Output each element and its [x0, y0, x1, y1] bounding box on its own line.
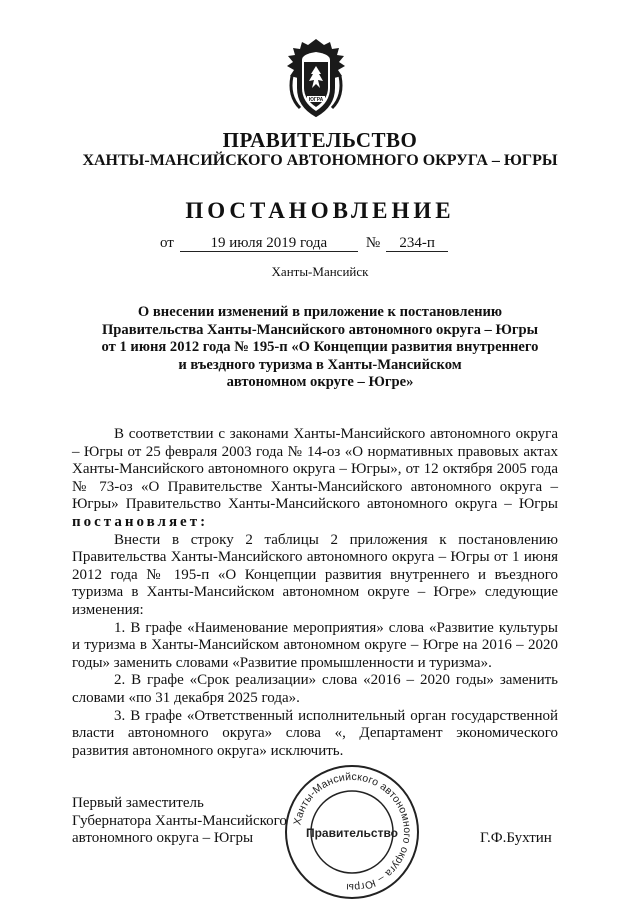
- government-subtitle: ХАНТЫ-МАНСИЙСКОГО АВТОНОМНОГО ОКРУГА – ЮГРЫ: [82, 152, 558, 169]
- city: Ханты-Мансийск: [271, 264, 369, 279]
- subject-line: Правительства Ханты-Мансийского автономного округа – Югры: [101, 321, 539, 338]
- paragraph-item-3: 3. В графе «Ответственный исполнительный орган государственной власти автономного округа» слова «, Департамент экономического развития автономного округа» исключить.: [72, 707, 558, 759]
- position-line: Губернатора Ханты-Мансийского: [72, 812, 287, 829]
- signatory-position: [72, 795, 287, 848]
- stamp-center-text: Правительство: [305, 826, 399, 840]
- document-body: [72, 426, 558, 760]
- intro-paragraph: [72, 426, 558, 532]
- date-number-line: [160, 235, 480, 252]
- emblem-text: ЮГРА: [308, 97, 324, 103]
- signatory-name: Г.Ф.Бухтин: [480, 830, 552, 846]
- subject-line: от 1 июня 2012 года № 195-п «О Концепции развития внутреннего: [101, 339, 539, 356]
- government-title: ПРАВИТЕЛЬСТВО: [222, 128, 418, 152]
- paragraph-item-1: 1. В графе «Наименование мероприятия» слова «Развитие культуры и туризма в Ханты-Мансийском автономном округе – Югре на 2016 – 2020 годы» заменить словами «Развитие промышленности и туризма».: [72, 619, 558, 671]
- from-label: от: [160, 235, 174, 251]
- intro-text: В соответствии с законами Ханты-Мансийского автономного округа – Югры от 25 февраля 2003 года № 14-оз «О нормативных правовых актах Ханты-Мансийского автономного округа – Югры», от 12 октября 2005 года № 73-оз «О Правительстве Ханты-Мансийского автономного округа – Югры» Правительство Ханты-Мансийского автономного округа – Югры: [72, 426, 558, 513]
- stamp-ring-text: Ханты-Мансийского автономного округа – Югры: [291, 770, 414, 894]
- position-line: автономного округа – Югры: [72, 830, 254, 847]
- paragraph-item-2: 2. В графе «Срок реализации» слова «2016 – 2020 годы» заменить словами «по 31 декабря 2025 года».: [72, 672, 558, 706]
- document-date: 19 июля 2019 года: [180, 236, 358, 252]
- subject-line: автономном округе – Югре»: [226, 374, 414, 391]
- document-type: ПОСТАНОВЛЕНИЕ: [185, 198, 455, 223]
- resolves-word: постановляет:: [72, 513, 209, 530]
- subject-line: О внесении изменений в приложение к постановлению: [137, 304, 503, 320]
- coat-of-arms-icon: [278, 36, 354, 122]
- number-label: №: [365, 235, 381, 251]
- document-number: 234-п: [386, 236, 448, 252]
- paragraph-main: Внести в строку 2 таблицы 2 приложения к постановлению Правительства Ханты-Мансийского автономного округа – Югры от 1 июня 2012 года № 195-п «О Концепции развития внутреннего и въездного туризма в Ханты-Мансийском автономном округе – Югре» следующие изменения:: [72, 531, 558, 618]
- subject-line: и въездного туризма в Ханты-Мансийском: [178, 356, 462, 373]
- position-line: Первый заместитель: [72, 795, 204, 811]
- official-stamp: [282, 762, 422, 902]
- document-subject: [60, 304, 580, 392]
